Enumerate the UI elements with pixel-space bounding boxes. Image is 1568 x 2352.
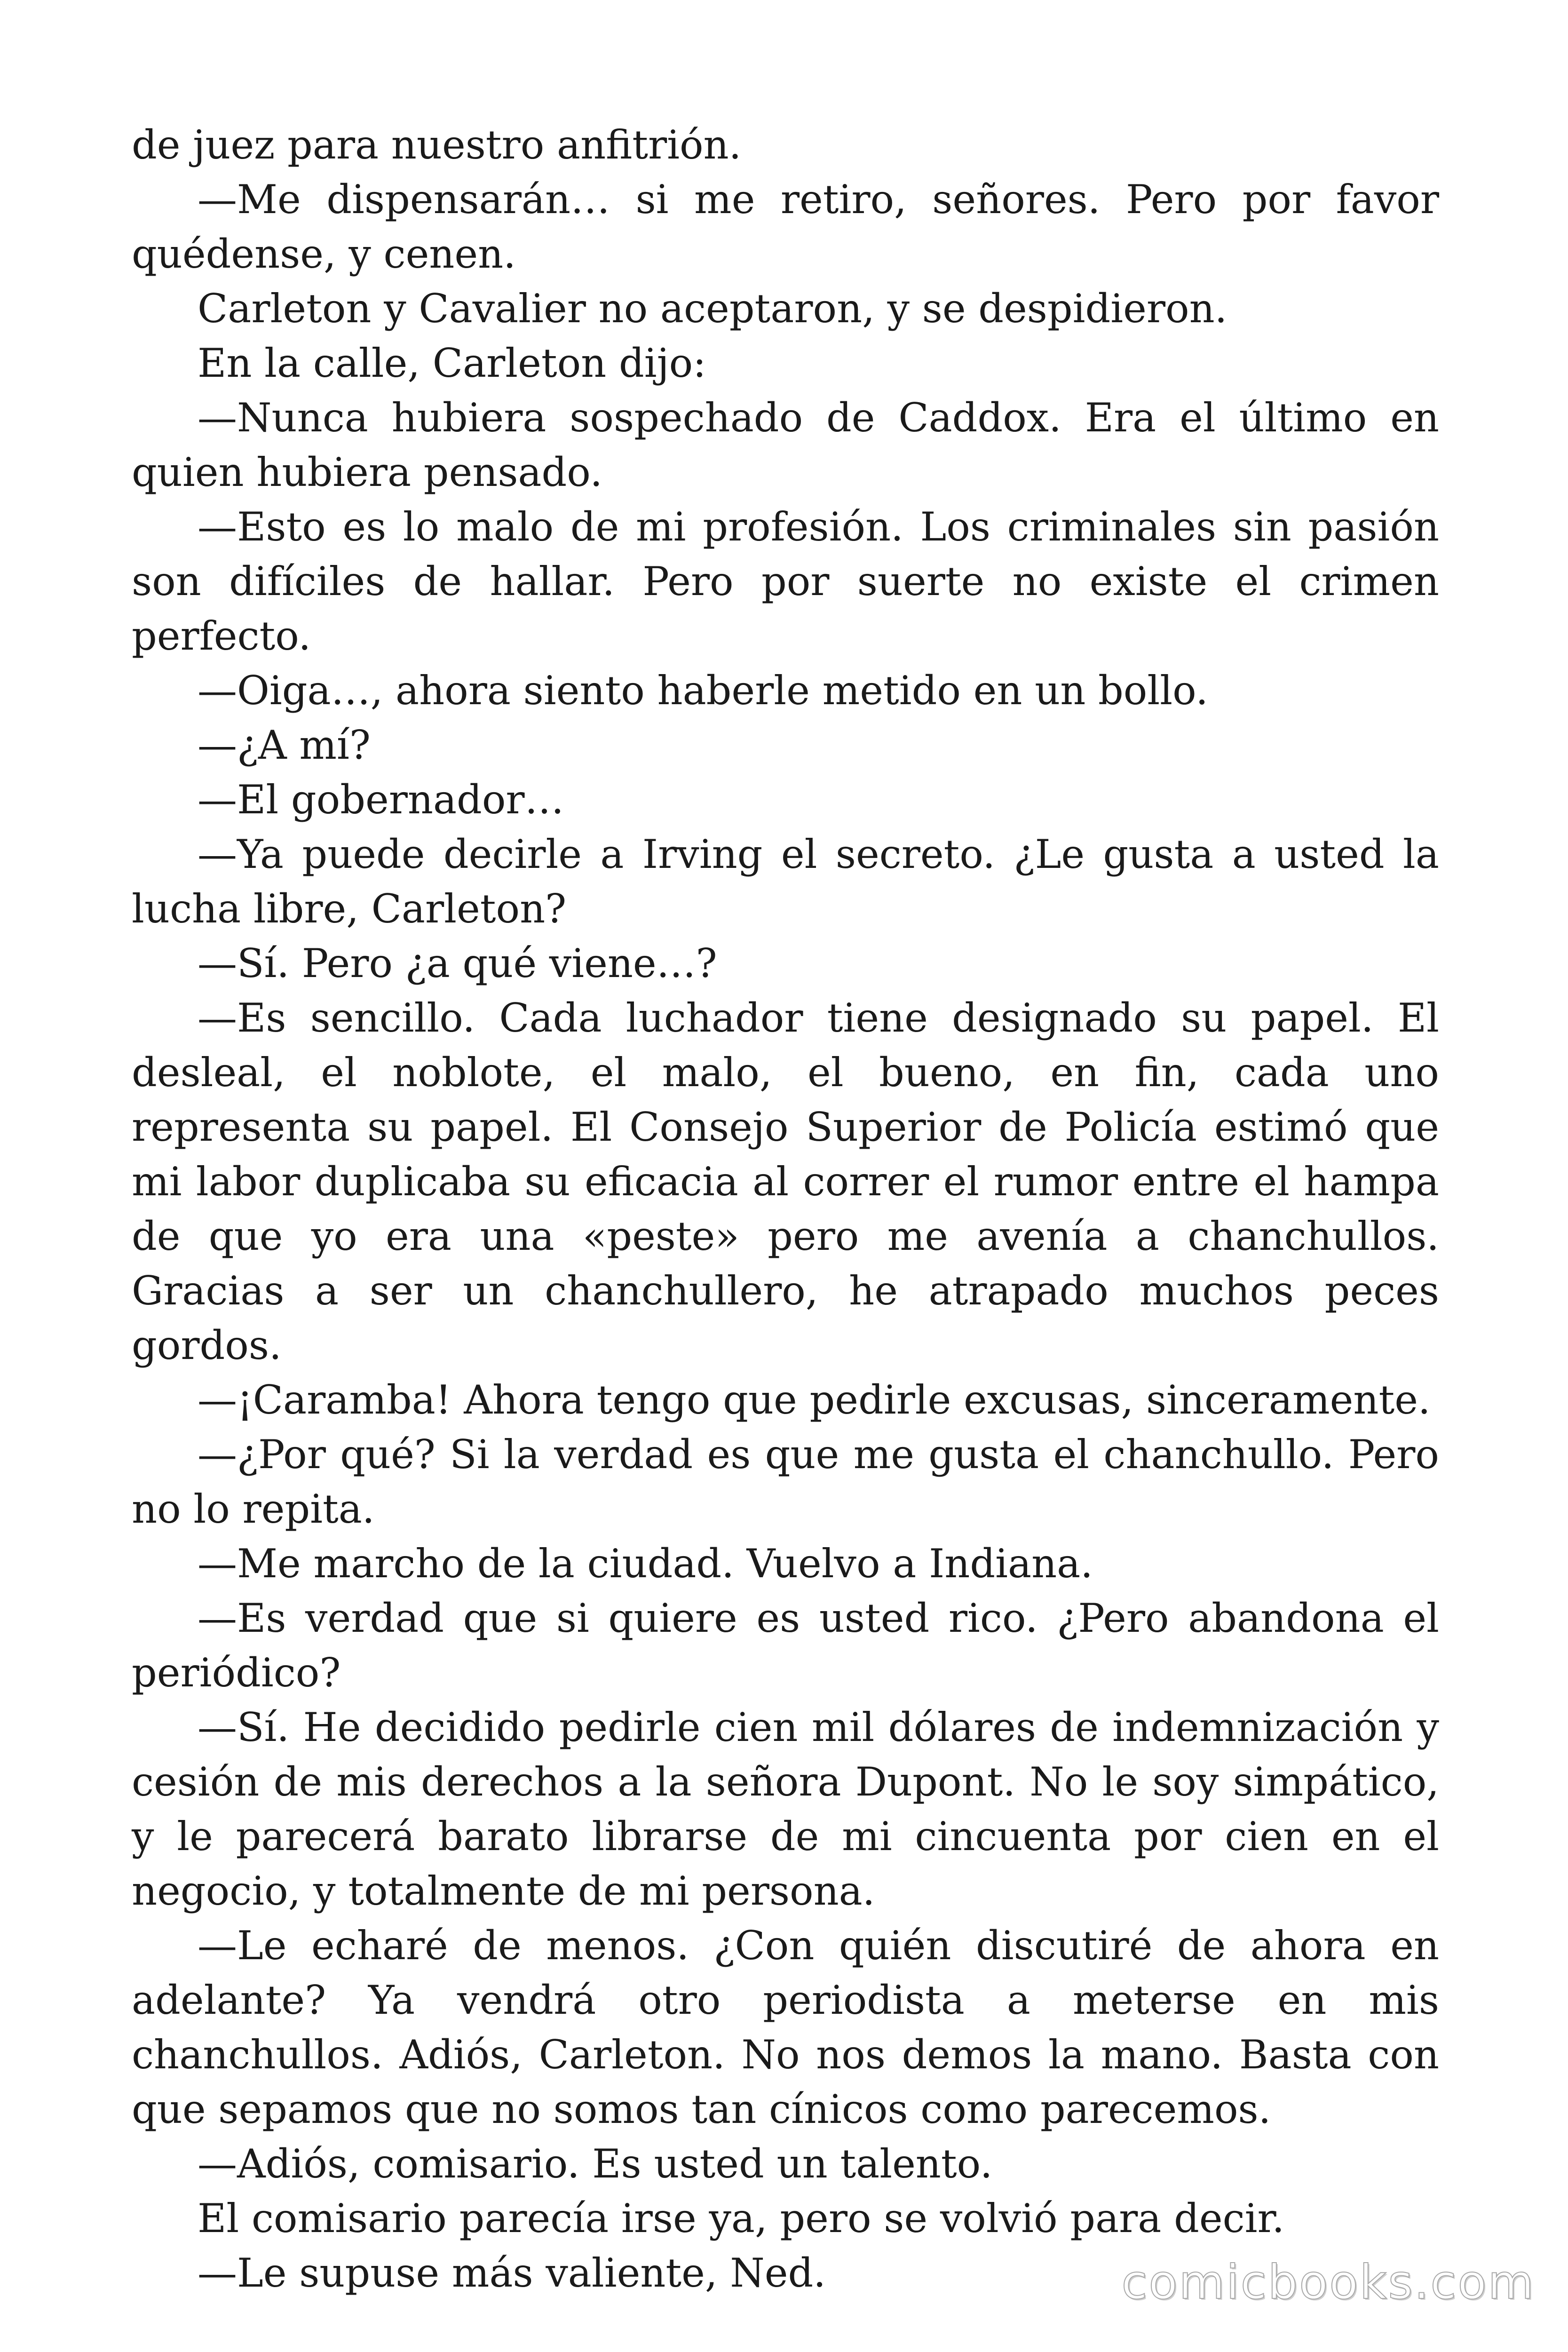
- paragraph: —Es verdad que si quiere es usted rico. ¿Pero abandona el periódico?: [132, 1595, 1439, 1696]
- paragraph: —Oiga…, ahora siento haberle metido en un bollo.: [198, 667, 1208, 714]
- paragraph: —¿A mí?: [198, 722, 371, 768]
- paragraph: —El gobernador…: [198, 777, 564, 823]
- paragraph: —Sí. He decidido pedirle cien mil dólares de indemnización y cesión de mis derechos a la señora Dupont. No le soy simpático, y le parecerá barato librarse de mi cincuenta por cien en el negocio, y totalmente de mi persona.: [132, 1704, 1439, 1914]
- watermark-text: comicbooks.com: [1121, 2255, 1535, 2310]
- paragraph: —¿Por qué? Si la verdad es que me gusta el chanchullo. Pero no lo repita.: [132, 1431, 1439, 1532]
- paragraph: —Le supuse más valiente, Ned.: [198, 2250, 826, 2296]
- paragraph: —¡Caramba! Ahora tengo que pedirle excusas, sinceramente.: [198, 1377, 1431, 1423]
- paragraph: El comisario parecía irse ya, pero se volvió para decir.: [198, 2195, 1285, 2241]
- paragraph: —Esto es lo malo de mi profesión. Los criminales sin pasión son difíciles de hallar. Pero por suerte no existe el crimen perfecto.: [132, 504, 1439, 659]
- paragraph: Carleton y Cavalier no aceptaron, y se despidieron.: [198, 286, 1227, 332]
- paragraph: —Es sencillo. Cada luchador tiene designado su papel. El desleal, el noblote, el malo, el bueno, en fin, cada uno representa su papel. El Consejo Superior de Policía estimó que mi labor duplicaba su eficacia al correr el rumor entre el hampa de que yo era una «peste» pero me avenía a chanchullos. Gracias a ser un chanchullero, he atrapado muchos peces gordos.: [132, 995, 1439, 1368]
- page-text: [132, 118, 1439, 2300]
- paragraph: —Le echaré de menos. ¿Con quién discutiré de ahora en adelante? Ya vendrá otro periodista a meterse en mis chanchullos. Adiós, Carleton. No nos demos la mano. Basta con que sepamos que no somos tan cínicos como parecemos.: [132, 1923, 1439, 2132]
- paragraph: —Sí. Pero ¿a qué viene…?: [198, 940, 717, 986]
- paragraph: —Nunca hubiera sospechado de Caddox. Era el último en quien hubiera pensado.: [132, 395, 1439, 495]
- paragraph: —Me dispensarán… si me retiro, señores. Pero por favor quédense, y cenen.: [132, 176, 1439, 277]
- paragraph: —Me marcho de la ciudad. Vuelvo a Indiana.: [198, 1541, 1093, 1587]
- paragraph: —Ya puede decirle a Irving el secreto. ¿Le gusta a usted la lucha libre, Carleton?: [132, 831, 1439, 932]
- paragraph: En la calle, Carleton dijo:: [198, 340, 706, 386]
- paragraph: de juez para nuestro anfitrión.: [132, 122, 742, 168]
- paragraph: —Adiós, comisario. Es usted un talento.: [198, 2141, 993, 2187]
